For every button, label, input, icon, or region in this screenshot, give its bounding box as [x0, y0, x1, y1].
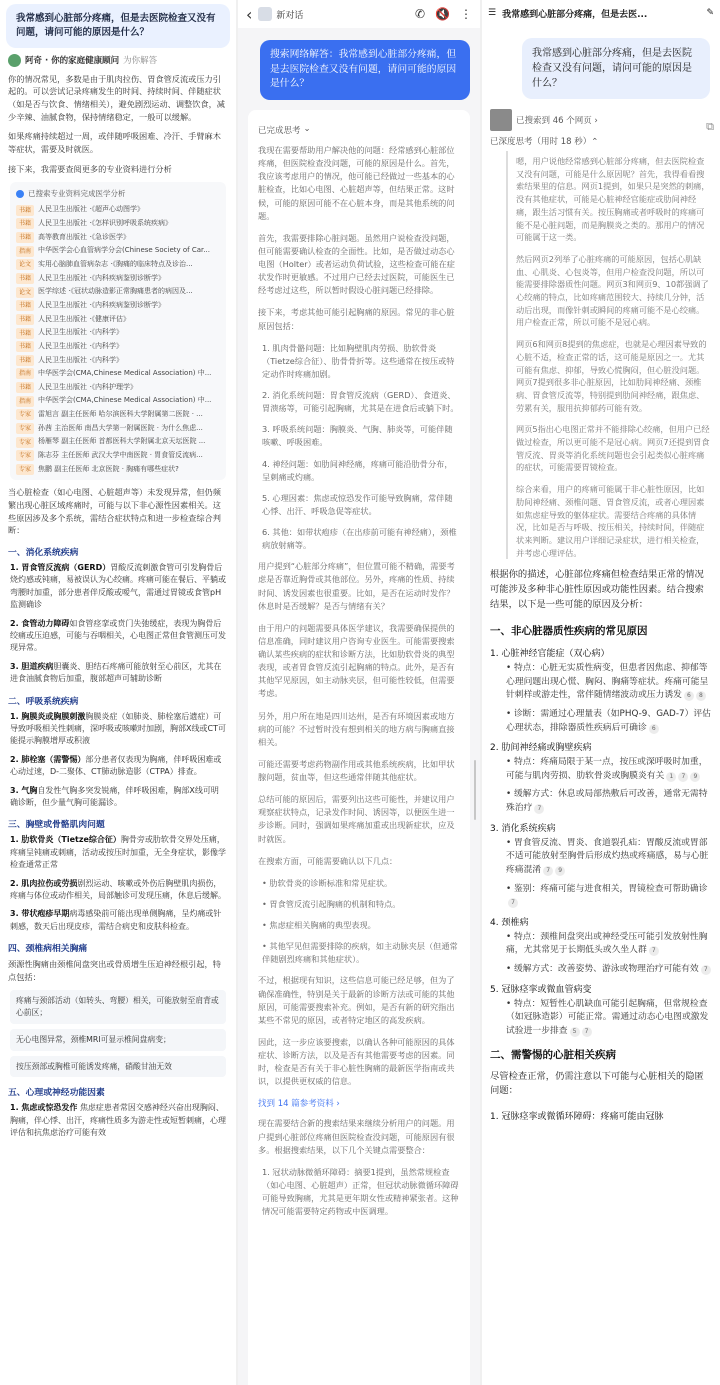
answer-author — [8, 54, 228, 67]
thinking-paragraph: 由于用户的问题需要具体医学建议，我需要确保提供的信息准确，同时建议用户咨询专业医生。可能需要搜索确认某些疾病的症状和诊断方法，比如肋软骨炎的典型表现，或者胃食管反流引起胸痛的特点。此外，是否有其他罕见原因，如主动脉夹层，但可能性较低，但需要考虑。 — [258, 622, 455, 699]
source-title: 人民卫生出版社 ·《内科疾病鉴别诊断学》 — [38, 300, 165, 309]
item-title: 1. 胸膜炎或胸膜刺激 — [10, 711, 86, 721]
summary-text: 当心脏检查（如心电图、心脏超声等）未发现异常，但仍频繁出现心脏区域疼痛时，可能与以下非心源性因素相关。这些原因涉及多个系统，需结合症状特点和进一步检查综合判断： — [8, 487, 221, 536]
thinking-paragraphs — [258, 974, 460, 1088]
answer-items — [482, 646, 720, 1039]
detail-text: • 诊断：需通过心理量表（如PHQ-9、GAD-7）评估心理状态，排除器质性疾病后可确诊 — [506, 708, 711, 733]
item-text: 病毒感染前可能出现单侧胸痛，呈灼痛或针刺感，数天后出现皮疹，需结合病史和皮肤科检查。 — [10, 909, 222, 931]
thinking-list-item: 2. 消化系统问题：胃食管反流病（GERD）、食道炎、胃溃疡等，可能引起胸痛，尤其是在进食后或躺下时。 — [262, 390, 459, 414]
citation-badge[interactable]: 9 — [555, 866, 565, 876]
numbered-item — [10, 562, 226, 612]
citation-badge[interactable]: 7 — [649, 946, 659, 956]
source-item[interactable] — [16, 272, 220, 286]
intro-text: 你的情况常见，多数是由于肌肉拉伤、胃食管反流或压力引起的。可以尝试记录疼痛发生的时间、持续时间、伴随症状（如是否与饮食、情绪相关），避免剧烈运动、调整饮食，减少辛辣、油腻食物，保持情绪稳定，一般可以缓解。 — [8, 73, 225, 122]
side-actions — [706, 120, 714, 134]
numbered-item — [10, 711, 226, 748]
thinking-paragraph: 然后网页2列举了心脏疼痛的可能原因，包括心肌缺血、心肌炎、心包炎等，但用户检查没问题，所以可能需要排除器质性问题。网页3和网页9、10都强调了心绞痛的特点，比如疼痛范围较大、持续几分钟，活动后出现，而像针刺或瞬间的疼痛可能不是心绞痛。用户检查正常，所以可能不是冠心病。 — [516, 253, 709, 328]
source-tag: 指南 — [16, 396, 34, 407]
search-result-meta[interactable] — [490, 109, 712, 131]
answer-item-title: 1. 冠脉痉挛或微循环障碍：疼痛可能由冠脉 — [490, 1112, 664, 1123]
thinking-paragraph: 不过，根据现有知识，这些信息可能已经足够，但为了确保准确性，特别是关于最新的诊断方法或可能的其他原因，可能需要搜索补充。例如，是否有新的研究指出某些不常见的原因，或者特定地区的高发疾病。 — [258, 975, 455, 1025]
item-title: 2. 肌肉拉伤或劳损 — [10, 878, 78, 888]
answer-item-detail — [506, 708, 712, 735]
thinking-paragraph: 网页6和网页8提到的焦虑症，也就是心理因素导致的心脏不适，检查正常的话，这可能是原因之一。尤其可能有焦虑、抑郁，导致心慌胸闷，但心脏没问题。网页7提到很多非心脏原因，比如肋间神经痛、颈椎病、胃食管反流等，特别提到肋间神经痛，跟焦虑、劳累有关，服用抗抑郁药可能有效。 — [516, 339, 707, 413]
detail-text: • 特点：短暂性心肌缺血可能引起胸痛，但常规检查（如冠脉造影）可能正常。需通过动态心电图或激发试验进一步排查 — [506, 998, 709, 1036]
answer-intro: 根据你的描述，心脏部位疼痛但检查结果正常的情况可能涉及多种非心脏性原因或功能性因素。结合搜索结果，以下是一些可能的原因及分析： — [490, 569, 704, 611]
bullet-item: 按压颈部或胸椎可能诱发疼痛，硝酸甘油无效 — [10, 1056, 226, 1078]
section-heading: 五、心理或神经功能因素 — [8, 1088, 105, 1099]
sources-header-label: 已搜索专业资料完成医学分析 — [28, 189, 126, 199]
thinking-bullet: • 焦虑症相关胸痛的典型表现。 — [262, 920, 376, 931]
source-tag: 书籍 — [16, 328, 34, 339]
source-title: 实用心脑肺血管病杂志 ·《胸痛的临床特点及诊治... — [38, 260, 193, 269]
thinking-paragraph: 总结可能的原因后，需要列出这些可能性，并建议用户观察症状特点，记录发作时间、诱因等，以便医生进一步诊断。同时，强调如果疼痛加重或出现新症状，应及时就医。 — [258, 794, 455, 844]
numbered-item — [10, 618, 226, 655]
mute-icon[interactable]: 🔇 — [435, 7, 450, 21]
answer-item-title: 3. 消化系统疾病 — [490, 823, 556, 834]
item-text: 胸骨旁或肋软骨交界处压痛，疼痛呈钝痛或刺痛，活动或按压时加重，无全身症状，影像学检查通常正常 — [10, 835, 226, 870]
detail-text: • 胃食管反流、胃炎、食道裂孔疝：胃酸反流或胃部不适可能放射至胸骨后形成灼热或疼痛感，易与心脏疼痛混淆 — [506, 837, 709, 875]
thinking-paragraph: 嗯，用户说他经常感到心脏部分疼痛，但去医院检查又没有问题，可能是什么原因呢？首先，我得看看搜索结果里的信息。网页1提到，如果只是突然的刺痛，没有其他症状，可能是心脏神经官能症或肋间神经痛，跟生活习惯有关。按压胸痛或者呼吸时的疼痛可能不是心脏问题，而是胸膜炎之类的。那用户的情况可能属于这一类。 — [516, 156, 710, 243]
citation-badge[interactable]: 6 — [684, 691, 694, 701]
answer-heading: 一、非心脏器质性疾病的常见原因 — [490, 625, 648, 638]
panel-family-health-answer — [0, 0, 236, 1385]
advice-text: 如果疼痛持续超过一周，或伴随呼吸困难、冷汗、手臂麻木等症状，需要及时就医。 — [8, 131, 221, 155]
thinking-list — [258, 342, 460, 553]
source-title: 雷旭言 副主任医师 哈尔滨医科大学附属第二医院 · ... — [38, 410, 203, 419]
thinking-bullet: • 肋软骨炎的诊断标准和常见症状。 — [262, 877, 393, 888]
detail-text: • 特点：颈椎间盘突出或神经受压可能引发放射性胸痛，尤其常见于长期低头或久坐人群 — [506, 931, 708, 956]
searched-pages-link[interactable]: 已搜索到 46 个网页 › — [516, 116, 598, 126]
sources-list — [16, 203, 220, 476]
citation-badge[interactable]: 7 — [582, 1027, 592, 1037]
section-items — [0, 711, 236, 810]
thinking-list-item: 6. 其他：如带状疱疹（在出疹前可能有神经痛），颈椎病放射痛等。 — [262, 527, 457, 551]
section-items — [0, 834, 236, 933]
source-item[interactable] — [16, 422, 220, 436]
thinking-list-item: 3. 呼吸系统问题：胸膜炎、气胸、肺炎等，可能伴随咳嗽、呼吸困难。 — [262, 424, 453, 448]
numbered-item — [10, 785, 226, 810]
section-heading: 二、呼吸系统疾病 — [8, 696, 79, 707]
source-tag: 指南 — [16, 368, 34, 379]
more-icon[interactable]: ⋮ — [460, 7, 472, 21]
item-text: 胆囊炎、胆结石疼痛可能放射至心前区，尤其在进食油腻食物后加重，腹部超声可辅助诊断 — [10, 661, 222, 684]
source-item[interactable] — [16, 449, 220, 463]
back-icon[interactable]: ‹ — [246, 4, 253, 24]
source-item[interactable] — [16, 340, 220, 354]
source-item[interactable] — [16, 258, 220, 272]
source-title: 杨雁琴 副主任医师 首都医科大学附属北京天坛医院 ... — [38, 437, 206, 446]
user-question: 我常感到心脏部分疼痛，但是去医院检查又没有问题，请问可能的原因是什么？ — [6, 4, 230, 48]
chat-header — [238, 0, 480, 28]
thinking-list-item: 1. 肌肉骨骼问题：比如胸壁肌肉劳损、肋软骨炎（Tietze综合征）、肋骨骨折等。这些通常在按压或特定动作时疼痛加剧。 — [262, 342, 455, 379]
thinking-paragraphs — [258, 144, 460, 333]
references-link[interactable]: 找到 14 篇参考资料 › — [258, 1099, 340, 1110]
citation-badge[interactable]: 1 — [666, 772, 676, 782]
sources-header[interactable] — [16, 188, 220, 199]
detail-text: • 特点：疼痛局限于某一点，按压或深呼吸时加重，可能与肌肉劳损、肋软骨炎或胸膜炎有关 — [506, 757, 708, 781]
source-item[interactable] — [16, 435, 220, 449]
answer-item-detail — [506, 756, 712, 783]
source-item[interactable] — [16, 299, 220, 313]
source-tag: 论文 — [16, 259, 34, 270]
numbered-item — [10, 878, 226, 903]
new-chat-icon[interactable]: ✎ — [706, 8, 714, 18]
thinking-list-item: 1. 冠状动脉微循环障碍：摘要1提到，虽然常规检查（如心电图、心脏超声）正常，但冠状动脉微循环障碍可能导致胸痛，尤其是更年期女性或精神紧张者。这种情况可能需要特定药物或中医调理。 — [262, 1166, 459, 1217]
item-text: 部分患者仅表现为胸痛，伴呼吸困难或心动过速，D-二聚体、CT肺动脉造影（CTPA）排查。 — [10, 754, 222, 777]
item-text: 胸膜炎症（如肺炎、肺栓塞后遗症）可导致呼吸相关性刺痛，深呼吸或咳嗽时加剧，胸部X线或CT可能提示胸膜增厚或积液 — [10, 711, 226, 746]
thinking-paragraph: 接下来，考虑其他可能引起胸痛的原因。常见的非心脏原因包括： — [258, 307, 455, 331]
chat-app-icon — [258, 7, 272, 21]
panel-web-search-chat — [238, 0, 480, 1385]
source-item[interactable] — [16, 313, 220, 327]
source-title: 中华医学会(CMA,Chinese Medical Association) 中... — [38, 396, 212, 405]
sources-panel[interactable] — [10, 182, 226, 480]
answer-heading: 二、需警惕的心脏相关疾病 — [490, 1048, 616, 1061]
numbered-item — [10, 834, 226, 871]
source-title: 人民卫生出版社 ·《内科护理学》 — [38, 382, 137, 391]
answer-item-title: 5. 冠脉痉挛或微血管病变 — [490, 984, 592, 995]
conversation-title: 我常感到心脏部分疼痛，但是去医... — [502, 9, 648, 20]
author-service: 为你解答 — [123, 56, 158, 67]
thinking-paragraph: 我现在需要帮助用户解决他的问题：经常感到心脏部位疼痛，但医院检查没问题，可能的原因是什么。首先，我应该考虑用户的情况，他可能已经做过一些基本的心脏检查，比如心电图、心脏超声等，但结果正常。这时候，可能的原因可能不在心脏本身，而是其他系统的问题。 — [258, 145, 455, 221]
next-text: 接下来，我需要查阅更多的专业资料进行分析 — [8, 163, 172, 174]
item-title: 1. 焦虑或惊恐发作 — [10, 1103, 78, 1113]
thinking-paragraph: 综合来看，用户的疼痛可能属于非心脏性原因，比如肋间神经痛、颈椎问题、胃食管反流，或者心理因素如焦虑症导致的躯体症状。需要结合疼痛的具体情况，比如是否与呼吸、按压相关，持续时间，伴随症状来判断。建议用户详细记录症状，进行相关检查，并考虑心理评估。 — [516, 484, 705, 558]
chat-title — [258, 7, 409, 21]
source-item[interactable] — [16, 463, 220, 477]
detail-text: • 缓解方式：改善姿势、游泳或物理治疗可能有效 — [506, 964, 699, 975]
thinking-label: 已完成思考 — [258, 126, 301, 137]
item-title: 3. 气胸 — [10, 785, 38, 795]
phone-icon[interactable]: ✆ — [414, 7, 426, 21]
source-tag: 书籍 — [16, 314, 34, 325]
numbered-item — [10, 1102, 226, 1139]
source-tag: 书籍 — [16, 300, 34, 311]
thinking-paragraphs — [258, 560, 460, 868]
numbered-item — [10, 754, 226, 779]
item-text: 焦虑症患者常因交感神经兴奋出现胸闷、胸痛，伴心悸、出汗，疼痛性质多为游走性或短暂刺痛，心理评估和抗焦虑治疗可能有效 — [10, 1103, 226, 1137]
thinking-paragraph: 用户提到“心脏部分疼痛”，但位置可能不精确，需要考虑是否靠近胸骨或其他部位。另外，疼痛的性质、持续时间、诱发因素也很重要。比如，是否在运动时发作？休息时是否缓解？是否与情绪有关？ — [258, 561, 455, 611]
assistant-answer — [248, 110, 470, 1385]
section-heading: 三、胸壁或骨骼肌肉问题 — [8, 820, 105, 831]
item-text: 剧烈运动、咳嗽或外伤后胸壁肌肉损伤，疼痛与体位或动作相关，局部触诊可发现压痛，休息后缓解。 — [10, 878, 226, 900]
thinking-paragraph: 在搜索方面，可能需要确认以下几点： — [258, 855, 398, 866]
answer-item-detail — [506, 963, 712, 977]
detail-text: • 特点：心脏无实质性病变，但患者因焦虑、抑郁等心理问题出现心慌、胸闷、胸痛等症状。疼痛可能呈针刺样或游走性，常伴随情绪波动或压力诱发 — [506, 663, 709, 701]
detail-text: • 鉴别：疼痛可能与进食相关，胃镜检查可帮助确诊 — [506, 883, 708, 894]
item-text: 自发性气胸多突发锐痛，伴呼吸困难，胸部X线可明确诊断，但少量气胸可能漏诊。 — [10, 785, 219, 807]
source-item[interactable] — [16, 408, 220, 422]
source-title: 医学综述 ·《冠状动脉造影正常胸痛患者的病因及... — [38, 287, 193, 296]
thinking-paragraph: 可能还需要考虑药物副作用或其他系统疾病，比如甲状腺问题，贫血等，但这些通常伴随其他症状。 — [258, 758, 455, 783]
source-title: 人民卫生出版社 ·《内科学》 — [38, 341, 123, 350]
thinking-paragraph: 现在需要结合新的搜索结果来继续分析用户的问题。用户提到心脏部位疼痛但医院检查没问题，可能原因有很多。根据搜索结果，以下几个关键点需要整合： — [258, 1118, 455, 1155]
section-heading: 一、消化系统疾病 — [8, 548, 79, 559]
source-tag: 书籍 — [16, 341, 34, 352]
citation-badge[interactable]: 7 — [534, 804, 544, 814]
deep-think-label: 已深度思考（用时 18 秒）⌃ — [490, 137, 599, 147]
source-item[interactable] — [16, 381, 220, 395]
header-tools — [415, 7, 472, 21]
source-tag: 书籍 — [16, 232, 34, 243]
answer-item-title: 2. 肋间神经痛或胸壁疾病 — [490, 743, 592, 754]
source-title: 人民卫生出版社 ·《内科学》 — [38, 328, 123, 337]
source-item[interactable] — [16, 231, 220, 245]
thinking-list-item: 4. 神经问题：如肋间神经痛，疼痛可能沿肋骨分布，呈刺痛或灼痛。 — [262, 458, 453, 482]
source-tag: 书籍 — [16, 382, 34, 393]
numbered-item — [10, 908, 226, 933]
item-title: 3. 胆道疾病 — [10, 661, 54, 671]
citation-badge[interactable]: 7 — [678, 772, 688, 782]
answer-item-detail — [506, 837, 712, 878]
source-item[interactable] — [16, 285, 220, 299]
source-title: 高等教育出版社 ·《急诊医学》 — [38, 232, 130, 241]
source-item[interactable] — [16, 394, 220, 408]
source-tag: 专家 — [16, 409, 34, 420]
citation-badge[interactable]: 8 — [696, 691, 706, 701]
source-title: 中华医学会心血管病学分会(Chinese Society of Car... — [38, 246, 210, 255]
copy-icon[interactable]: ⧉ — [706, 120, 714, 133]
numbered-item — [10, 661, 226, 686]
section-text: 颈源性胸痛由颈椎间盘突出或骨质增生压迫神经根引起，特点包括： — [8, 959, 221, 982]
citation-badge[interactable]: 7 — [508, 898, 518, 908]
item-title: 1. 胃食管反流病（GERD） — [10, 563, 111, 573]
check-icon — [16, 190, 24, 198]
source-tag: 论文 — [16, 287, 34, 298]
source-item[interactable] — [16, 354, 220, 368]
source-tag: 书籍 — [16, 218, 34, 229]
source-tag: 专家 — [16, 423, 34, 434]
thinking-content — [506, 151, 712, 559]
avatar — [8, 54, 21, 67]
citation-badge[interactable]: 7 — [701, 965, 711, 975]
source-title: 人民卫生出版社 ·《怎样识别呼吸系统疾病》 — [38, 219, 172, 228]
source-tag: 专家 — [16, 450, 34, 461]
item-text: 胃酸反流刺激食管可引发胸骨后烧灼感或钝痛，易被误认为心绞痛。疼痛可能在餐后、平躺或弯腰时加重，部分患者伴反酸或嗳气，需通过胃镜或食管pH监测确诊 — [10, 563, 226, 610]
chevron-down-icon: ⌄ — [303, 124, 311, 135]
answer-item-detail — [506, 662, 712, 703]
source-title: 陈志芬 主任医师 武汉大学中南医院 · 胃食管反流病... — [38, 450, 203, 459]
detail-text: • 缓解方式：休息或局部热敷后可改善，通常无需特殊治疗 — [506, 789, 708, 814]
thinking-bullets — [258, 877, 460, 967]
source-title: 人民卫生出版社 ·《内科学》 — [38, 355, 123, 364]
citation-badge[interactable]: 9 — [690, 772, 700, 782]
menu-icon[interactable]: ☰ — [488, 8, 497, 18]
user-question-bubble: 我常感到心脏部分疼痛，但是去医院检查又没有问题，请问可能的原因是什么？ — [522, 38, 710, 99]
answer-text: 尽管检查正常，仍需注意以下可能与心脏相关的隐匿问题： — [490, 1070, 704, 1097]
source-item[interactable] — [16, 217, 220, 231]
item-title: 1. 肋软骨炎（Tietze综合征） — [10, 835, 121, 845]
answer-item-detail — [506, 788, 712, 815]
answer-item-detail — [506, 931, 712, 958]
section-heading: 四、颈椎病相关胸痛 — [8, 944, 88, 955]
source-item[interactable] — [16, 244, 220, 258]
thinking-bullet: • 胃食管反流引起胸痛的机制和特点。 — [262, 898, 401, 909]
bullet-item: 疼痛与颈部活动（如转头、弯腰）相关，可能放射至肩背或心前区； — [10, 990, 226, 1023]
answer-item-title: 4. 颈椎病 — [490, 917, 529, 928]
citation-badge[interactable]: 6 — [649, 724, 659, 734]
author-name: 阿奇 · 你的家庭健康顾问 — [25, 56, 120, 67]
thinking-bullet: • 其他罕见但需要排除的疾病，如主动脉夹层（但通常伴随剧烈疼痛和其他症状）。 — [262, 941, 458, 965]
item-title: 2. 肺栓塞（需警惕） — [10, 754, 86, 764]
answer-item-title: 1. 心脏神经官能症（双心病） — [490, 649, 610, 660]
deep-think-toggle[interactable] — [490, 135, 712, 147]
source-title: 人民卫生出版社 ·《超声心动图学》 — [38, 205, 144, 214]
thinking-toggle[interactable] — [258, 124, 311, 136]
citation-badge[interactable]: 5 — [570, 1027, 580, 1037]
item-title: 3. 带状疱疹早期 — [10, 909, 70, 919]
chat-title-text: 新对话 — [276, 10, 304, 21]
answer-item-detail — [506, 883, 712, 910]
thinking-list-item: 5. 心理因素：焦虑或惊恐发作可能导致胸痛，常伴随心悸、出汗、呼吸急促等症状。 — [262, 492, 453, 516]
source-tag: 专家 — [16, 464, 34, 475]
scrollbar[interactable] — [474, 760, 476, 820]
answer-item-detail — [506, 998, 712, 1039]
source-tag: 专家 — [16, 437, 34, 448]
source-tag: 书籍 — [16, 205, 34, 216]
thinking-paragraph: 因此，这一步应该要搜索，以确认各种可能原因的具体症状、诊断方法，以及是否有其他需要考虑的因素。同时，检查是否有关于非心脏性胸痛的最新医学指南或共识，以提供更权威的信息。 — [258, 1036, 455, 1087]
panel-deep-think-answer — [482, 0, 720, 1385]
source-title: 孙茜 主治医师 南昌大学第一附属医院 · 为什么焦虑... — [38, 423, 203, 432]
assistant-thumbnail — [490, 109, 512, 131]
source-title: 焦鹏 副主任医师 北京医院 · 胸痛有哪些症状? — [38, 464, 179, 473]
source-tag: 书籍 — [16, 273, 34, 284]
source-title: 人民卫生出版社 ·《内科疾病鉴别诊断学》 — [38, 273, 165, 282]
source-tag: 书籍 — [16, 355, 34, 366]
citation-badge[interactable]: 7 — [543, 866, 553, 876]
thinking-paragraph: 另外，用户所在地是四川达州，是否有环境因素或地方病的可能？不过暂时没有想到相关的地方病与胸痛直接相关。 — [258, 710, 455, 747]
source-title: 人民卫生出版社 ·《健康评估》 — [38, 314, 130, 323]
item-text: 如食管痉挛或贲门失弛缓症，表现为胸骨后绞痛或压迫感，可能与吞咽相关，心电图正常但食管测压可发现异常。 — [10, 618, 226, 653]
section-items — [0, 562, 236, 686]
thinking-paragraph: 网页5指出心电图正常并不能排除心绞痛，但用户已经做过检查，所以更可能不是冠心病。网页7还提到胃食管反流、胃炎等消化系统问题也会引起类似心脏疼痛的症状，可能需要胃镜检查。 — [516, 424, 710, 473]
top-bar — [482, 0, 720, 26]
thinking-paragraph: 首先，我需要排除心脏问题。虽然用户说检查没问题，但可能需要确认检查的全面性。比如，是否做过动态心电图（Holter）或者运动负荷试验，这些检查可能在症状发作时更敏感。不过用户已经去过医院，可能医生已经考虑过这些，所以暂时假设心脏问题已经排除。 — [258, 232, 455, 296]
source-item[interactable] — [16, 203, 220, 217]
source-item[interactable] — [16, 326, 220, 340]
user-question-bubble: 搜索网络解答：我常感到心脏部分疼痛，但是去医院检查又没有问题，请问可能的原因是什么？ — [260, 40, 470, 100]
source-title: 中华医学会(CMA,Chinese Medical Association) 中... — [38, 369, 212, 378]
bullet-item: 无心电图异常，颈椎MRI可显示椎间盘病变； — [10, 1029, 226, 1051]
source-tag: 指南 — [16, 246, 34, 257]
source-item[interactable] — [16, 367, 220, 381]
item-title: 2. 食管动力障碍 — [10, 618, 70, 628]
